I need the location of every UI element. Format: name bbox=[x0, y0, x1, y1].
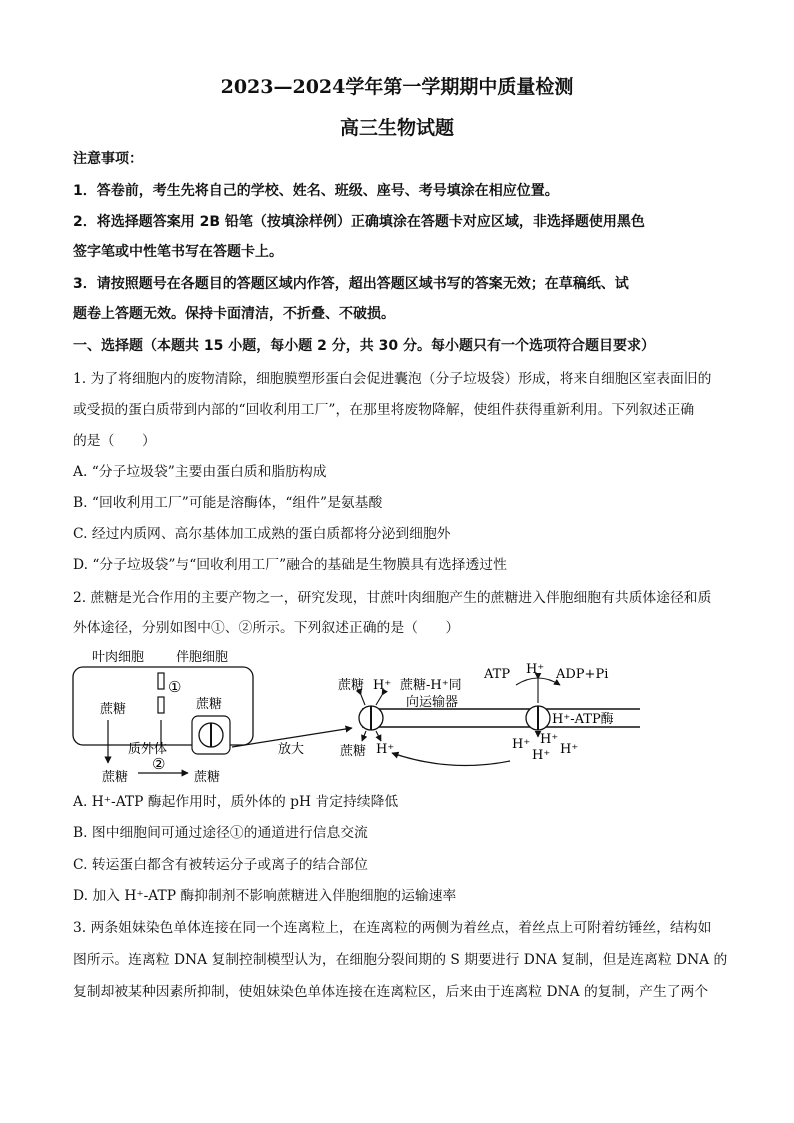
q1-stem: 1. 为了将细胞内的废物清除，细胞膜塑形蛋白会促进囊泡（分子垃圾袋）形成，将来自细胞区室表面旧的 bbox=[73, 371, 712, 387]
notice-item: 1．答卷前，考生先将自己的学校、姓名、班级、座号、考号填涂在相应位置。 bbox=[73, 183, 559, 199]
q2-option-a: A. H⁺-ATP 酶起作用时，质外体的 pH 肯定持续降低 bbox=[73, 794, 399, 810]
q1-option-b: B. “回收利用工厂”可能是溶酶体，“组件”是氨基酸 bbox=[73, 495, 383, 511]
q2-option-d: D. 加入 H⁺-ATP 酶抑制剂不影响蔗糖进入伴胞细胞的运输速率 bbox=[73, 888, 457, 904]
label-cotransporter: 向运输器 bbox=[406, 695, 459, 710]
label-companion-cell: 伴胞细胞 bbox=[176, 650, 229, 665]
label-h-plus: H⁺ bbox=[540, 732, 559, 747]
label-sucrose: 蔗糖 bbox=[102, 770, 129, 785]
q2-option-b: B. 图中细胞间可通过途径①的通道进行信息交流 bbox=[73, 825, 368, 841]
label-mesophyll-cell: 叶肉细胞 bbox=[92, 650, 145, 665]
q2-option-c: C. 转运蛋白都含有被转运分子或离子的结合部位 bbox=[73, 857, 368, 873]
q2-stem: 2. 蔗糖是光合作用的主要产物之一，研究发现，甘蔗叶肉细胞产生的蔗糖进入伴胞细胞有共质体途径和质 bbox=[73, 590, 712, 606]
section-heading: 一、选择题（本题共 15 小题，每小题 2 分，共 30 分。每小题只有一个选项符合题目要求） bbox=[73, 338, 655, 354]
label-sucrose: 蔗糖 bbox=[340, 744, 367, 759]
sucrose-transport-figure bbox=[70, 645, 730, 790]
q3-stem: 复制却被某种因素所抑制，使姐妹染色单体连接在连离粒区，后来由于连离粒 DNA 的复制，产生了两个 bbox=[73, 984, 709, 1000]
q1-option-c: C. 经过内质网、高尔基体加工成熟的蛋白质都将分泌到细胞外 bbox=[73, 526, 451, 542]
q3-stem: 图所示。连离粒 DNA 复制控制模型认为，在细胞分裂间期的 S 期要进行 DNA 复制，但是连离粒 DNA 的 bbox=[73, 952, 728, 968]
q1-option-d: D. “分子垃圾袋”与“回收利用工厂”融合的基础是生物膜具有选择透过性 bbox=[73, 557, 507, 573]
label-h-plus: H⁺ bbox=[512, 737, 531, 752]
label-cotransporter: 蔗糖-H⁺同 bbox=[400, 678, 462, 693]
label-h-plus: H⁺ bbox=[526, 662, 545, 677]
label-sucrose: 蔗糖 bbox=[196, 697, 223, 712]
plasmodesma-channel bbox=[158, 697, 164, 713]
label-h-plus: H⁺ bbox=[532, 748, 551, 763]
label-h-plus: H⁺ bbox=[560, 742, 579, 757]
label-h-plus: H⁺ bbox=[373, 678, 392, 693]
path-2-marker: ② bbox=[152, 755, 166, 773]
label-sucrose: 蔗糖 bbox=[194, 770, 221, 785]
q1-stem: 的是（ ） bbox=[73, 433, 156, 449]
plasmodesma-channel bbox=[158, 673, 164, 689]
label-sucrose: 蔗糖 bbox=[100, 702, 127, 717]
exam-title: 2023—2024学年第一学期期中质量检测 bbox=[220, 76, 574, 98]
notice-item: 2．将选择题答案用 2B 铅笔（按填涂样例）正确填涂在答题卡对应区域，非选择题使用黑色 bbox=[73, 214, 645, 230]
notice-item: 3．请按照题号在各题目的答题区域内作答，超出答题区域书写的答案无效；在草稿纸、试 bbox=[73, 276, 629, 292]
label-h-plus: H⁺ bbox=[376, 742, 395, 757]
label-adp-pi: ADP+Pi bbox=[556, 667, 609, 682]
label-sucrose: 蔗糖 bbox=[338, 678, 365, 693]
notice-heading: 注意事项： bbox=[73, 151, 143, 167]
q2-stem: 外体途径，分别如图中①、②所示。下列叙述正确的是（ ） bbox=[73, 620, 460, 636]
label-magnify: 放大 bbox=[278, 742, 305, 757]
label-atp: ATP bbox=[484, 667, 511, 682]
path-1-marker: ① bbox=[168, 678, 182, 696]
q3-stem: 3. 两条姐妹染色单体连接在同一个连离粒上，在连离粒的两侧为着丝点，着丝点上可附着纺锤丝，结构如 bbox=[73, 920, 712, 936]
notice-item: 签字笔或中性笔书写在答题卡上。 bbox=[73, 244, 283, 260]
exam-subtitle: 高三生物试题 bbox=[339, 117, 454, 139]
label-apoplast: 质外体 bbox=[128, 742, 168, 757]
notice-item: 题卷上答题无效。保持卡面清洁，不折叠、不破损。 bbox=[73, 306, 395, 322]
q1-stem: 或受损的蛋白质带到内部的“回收利用工厂”，在那里将废物降解，使组件获得重新利用。下列叙述正确 bbox=[73, 402, 695, 418]
label-h-atpase: H⁺-ATP酶 bbox=[552, 712, 614, 727]
q1-option-a: A. “分子垃圾袋”主要由蛋白质和脂肪构成 bbox=[73, 464, 327, 480]
